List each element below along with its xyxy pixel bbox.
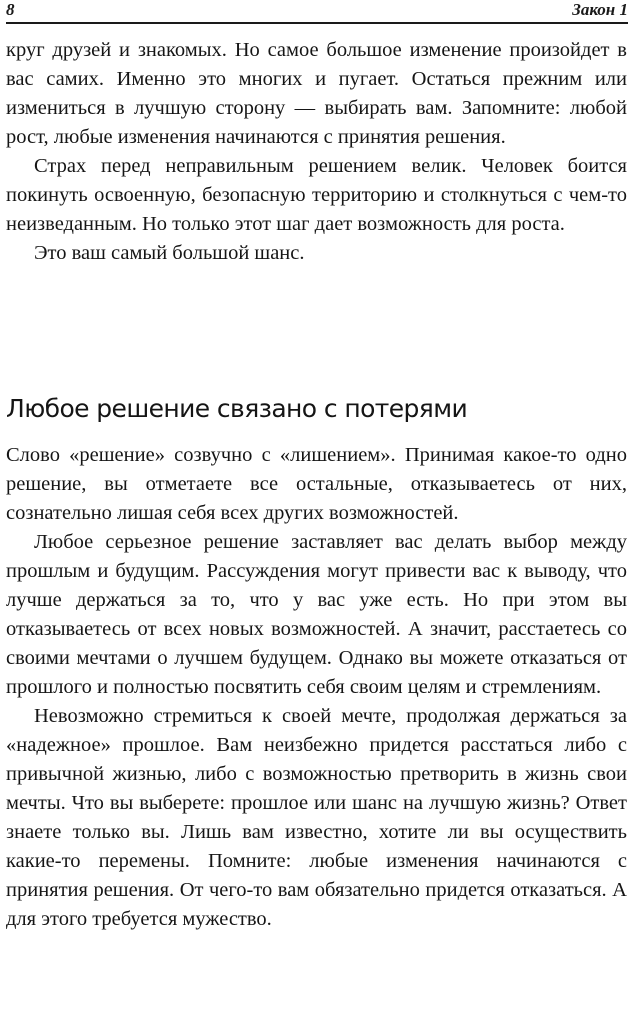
paragraph: Страх перед неправильным решением велик. Человек боится покинуть освоенную, безопасную территорию и столкнуться с чем-то неизведанным. Но только этот шаг дает возможность для роста. [6, 155, 627, 235]
paragraph: Слово «решение» созвучно с «лишением». Принимая какое-то одно решение, вы отметаете все остальные, отказываетесь от них, сознательно лишая себя всех других возможностей. [6, 444, 627, 524]
page-number: 8 [6, 0, 15, 19]
paragraph: Любое серьезное решение заставляет вас делать выбор между прошлым и будущим. Рассуждения могут привести вас к выводу, что лучше держаться за то, что у вас уже есть. Но при этом вы отказываетесь от всех новых возможностей. А значит, расстаетесь со своими мечтами о лучшем будущем. Однако вы можете отказаться от прошлого и полностью посвятить себя своим целям и стремлениям. [6, 531, 627, 698]
chapter-label: Закон 1 [572, 0, 628, 19]
paragraph: круг друзей и знакомых. Но самое большое изменение произойдет в вас самих. Именно это многих и пугает. Остаться прежним или измениться в лучшую сторону — выбирать вам. Запомните: любой рост, любые изменения начинаются с принятия решения. [6, 39, 627, 148]
paragraph: Невозможно стремиться к своей мечте, продолжая держаться за «надежное» прошлое. Вам неизбежно придется расстаться либо с привычной жизнью, либо с возможностью претворить в жизнь свои мечты. Что вы выберете: прошлое или шанс на лучшую жизнь? Ответ знаете только вы. Лишь вам известно, хотите ли вы осуществить какие-то перемены. Помните: любые изменения начинаются с принятия решения. От чего-то вам обязательно придется отказаться. А для этого требуется мужество. [6, 705, 627, 930]
running-head [6, 0, 628, 24]
section-text-block [6, 441, 627, 934]
paragraph: Это ваш самый большой шанс. [34, 242, 305, 264]
section-heading: Любое решение связано с потерями [6, 394, 468, 423]
continued-text-block [6, 36, 627, 268]
